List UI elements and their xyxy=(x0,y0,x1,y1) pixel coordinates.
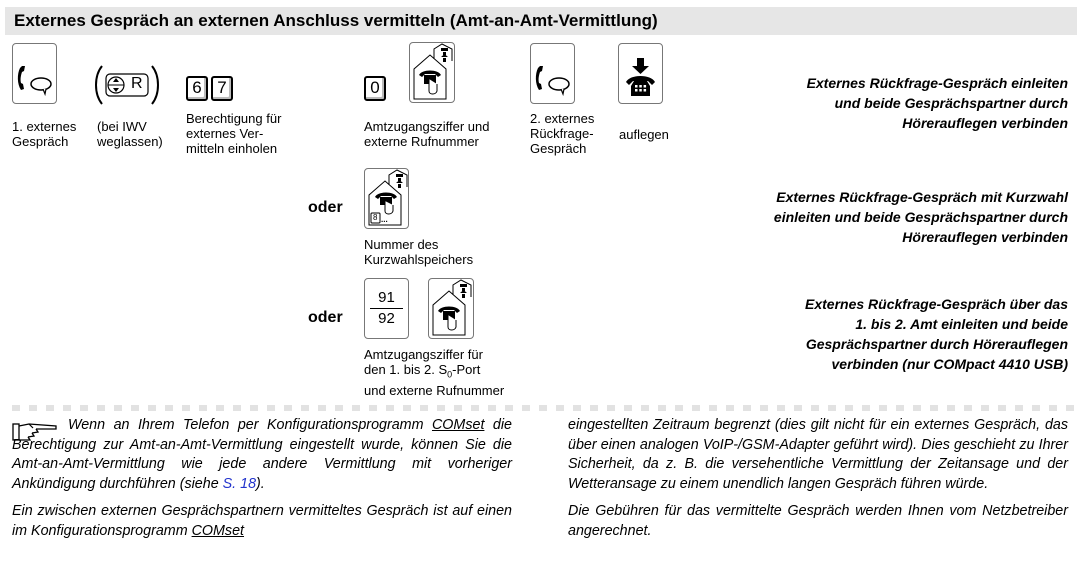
note-paragraph: Die Gebühren für das vermittelte Gespräch werden Ihnen vom Netzbetreiber angerechnet. xyxy=(568,503,1068,539)
caption-line: externe Rufnummer xyxy=(364,134,479,149)
description-line: Externes Rückfrage-Gespräch mit Kurzwahl xyxy=(776,189,1068,205)
row3-caption xyxy=(364,347,504,398)
comset-reference: COMset xyxy=(431,417,485,433)
row2-caption xyxy=(364,237,473,267)
caption-text: -Port xyxy=(452,362,481,377)
house-dial-speed-dial-icon xyxy=(364,168,409,229)
description-line: Gesprächspartner durch Hörerauflegen xyxy=(805,336,1068,352)
note-paragraph xyxy=(12,416,512,494)
row3-description xyxy=(805,294,1068,374)
digit-key-7: 7 xyxy=(211,76,233,101)
port-code-box xyxy=(364,278,409,339)
description-line: und beide Gesprächspartner durch xyxy=(834,95,1068,111)
step2-caption xyxy=(97,119,163,149)
row2-description xyxy=(774,187,1068,247)
note-paragraph xyxy=(12,502,512,541)
caption-line: Nummer des xyxy=(364,237,439,252)
step5-caption xyxy=(530,111,594,156)
caption-line: mitteln einholen xyxy=(186,141,278,156)
caption-line: Amtzugangsziffer und xyxy=(364,119,490,134)
handset-talk-icon xyxy=(530,43,575,104)
step3-caption xyxy=(186,111,281,156)
comset-reference: COMset xyxy=(191,522,245,539)
caption-line: Amtzugangsziffer für xyxy=(364,347,483,362)
caption-line: und externe Rufnummer xyxy=(364,382,505,398)
caption-line xyxy=(364,362,504,383)
speed-dial-key-label: 8 xyxy=(373,213,378,222)
description-line: Hörerauflegen verbinden xyxy=(902,115,1068,131)
caption-line: weglassen) xyxy=(97,134,163,149)
caption-line: 2. externes xyxy=(530,111,595,126)
row1-description xyxy=(807,73,1068,133)
caption-text: den 1. bis 2. S xyxy=(364,362,448,377)
digit-key-0: 0 xyxy=(364,76,386,101)
optional-r-key-group xyxy=(94,64,160,106)
description-line: Externes Rückfrage-Gespräch einleiten xyxy=(806,75,1068,91)
step4-caption xyxy=(364,119,490,149)
digit-key-6: 6 xyxy=(186,76,208,101)
hang-up-phone-icon xyxy=(618,43,663,104)
note-text: Wenn an Ihrem Telefon per Konfigurationsprogramm xyxy=(68,417,432,433)
code-top: 91 xyxy=(378,289,395,306)
section-title: Externes Gespräch an externen Anschluss vermitteln (Amt-an-Amt-Vermittlung) xyxy=(14,11,658,30)
note-text: Ein zwischen externen Gesprächspartnern vermitteltes Gespräch ist auf einen im Konfigurationsprogramm xyxy=(12,503,512,539)
note-text: ). xyxy=(256,475,265,492)
caption-line: Berechtigung für xyxy=(186,111,282,126)
caption-line: externes Ver- xyxy=(186,126,264,141)
caption-line: Kurzwahlspeichers xyxy=(364,252,474,267)
description-line: verbinden (nur COMpact 4410 USB) xyxy=(831,356,1068,372)
section-heading xyxy=(5,7,1077,35)
note-column-left xyxy=(12,416,512,549)
caption-line: Rückfrage- xyxy=(530,126,594,141)
r-key-label: R xyxy=(131,75,143,92)
note-column-right xyxy=(568,416,1068,549)
caption-subscript: 0 xyxy=(447,369,453,380)
caption-line: Gespräch xyxy=(530,141,587,156)
house-dial-external-icon xyxy=(409,42,455,103)
description-line: Hörerauflegen verbinden xyxy=(902,229,1068,245)
dashed-separator xyxy=(12,405,1077,411)
caption-line: Gespräch xyxy=(12,134,69,149)
oder-label: oder xyxy=(308,199,343,216)
note-text: die Berechtigung zur Amt-an-Amt-Vermittlung eingestellt wurde, können Sie die Amt-an-Amt-Vermittlung wie jede andere Vermittlung mit vorheriger Ankündigung durchführen (siehe xyxy=(12,417,512,492)
description-line: 1. bis 2. Amt einleiten und beide xyxy=(855,316,1068,332)
house-dial-external-icon xyxy=(428,278,474,339)
description-line: einleiten und beide Gesprächspartner durch xyxy=(773,209,1068,225)
description-line: Externes Rückfrage-Gespräch über das xyxy=(805,296,1068,312)
oder-label: oder xyxy=(308,309,343,326)
page-link[interactable]: S. 18 xyxy=(222,475,257,492)
caption-line: (bei IWV xyxy=(97,119,147,134)
speed-dial-dots: ... xyxy=(381,215,388,224)
note-paragraph-continued: eingestellten Zeitraum begrenzt (dies gilt nicht für ein externes Gespräch, das über einen analogen VoIP-/GSM-Adapter geführt wird). Dies geschieht zu Ihrer Sicherheit, da z. B. die versehentliche Vermittlung der Zeitansage und der Wetteransage zu einem unendlich langen Gespräch führen würde. xyxy=(568,417,1068,492)
code-bottom: 92 xyxy=(378,310,395,327)
handset-talk-icon xyxy=(12,43,57,104)
caption-line: 1. externes xyxy=(12,119,77,134)
step6-caption: auflegen xyxy=(619,127,669,142)
step1-caption xyxy=(12,119,76,149)
code-divider xyxy=(370,308,403,309)
